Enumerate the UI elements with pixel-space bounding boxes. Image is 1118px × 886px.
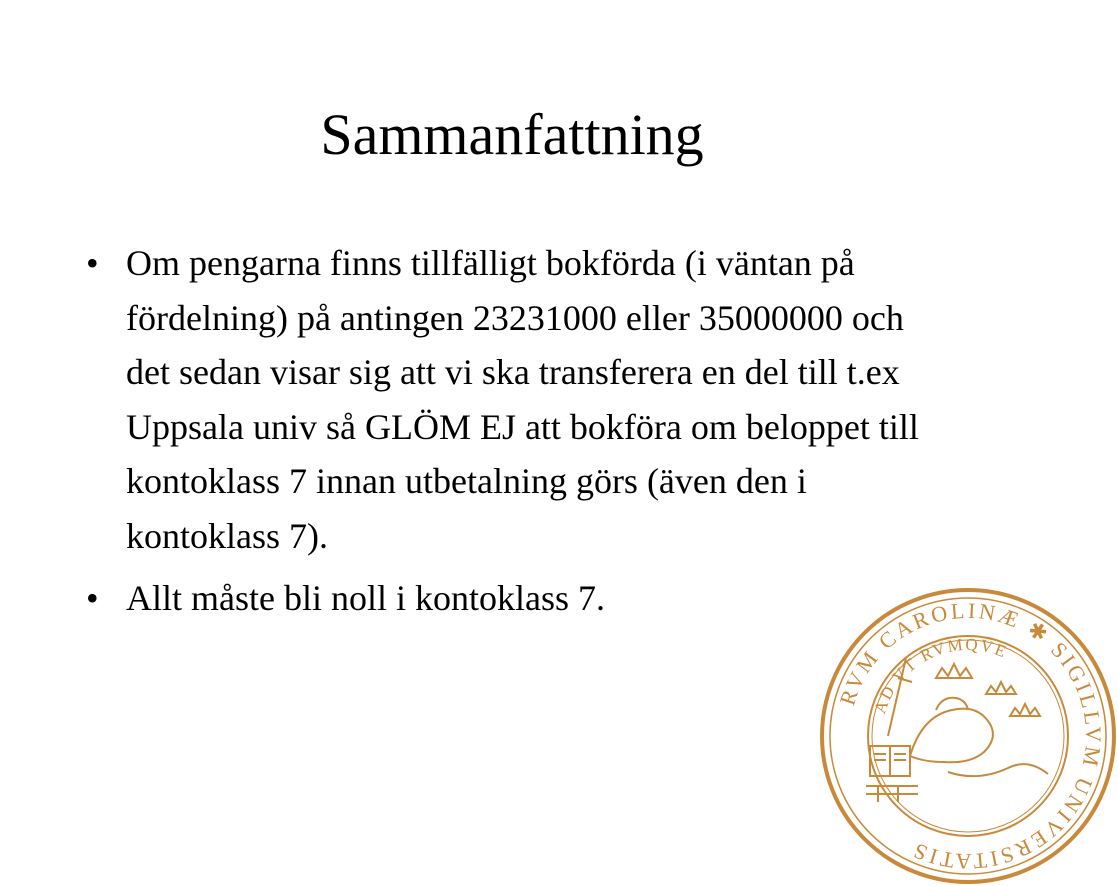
university-seal-icon: [818, 586, 1118, 886]
seal-motto: AD VT RVMQVE: [870, 634, 1011, 716]
bullet-dot-icon: •: [86, 578, 99, 618]
bullet-item-2: [86, 571, 946, 626]
seal-inscription: RVM CAROLINÆ ✱ SIGILLVM UNIVERSITATIS: [834, 597, 1107, 875]
slide-title: Sammanfattning: [320, 102, 704, 167]
bullet-text: Allt måste bli noll i kontoklass 7.: [126, 578, 605, 618]
bullet-text: Om pengarna finns tillfälligt bokförda (i väntan på fördelning) på antingen 23231000 eller 35000000 och det sedan visar sig att vi ska transferera en del till t.ex Uppsala univ så GLÖM EJ att bokföra om beloppet till kontoklass 7 innan utbetalning görs (även den i kontoklass 7).: [126, 243, 919, 556]
bullet-item-1: [86, 236, 946, 563]
bullet-list: [86, 236, 946, 634]
bullet-dot-icon: •: [86, 243, 99, 283]
